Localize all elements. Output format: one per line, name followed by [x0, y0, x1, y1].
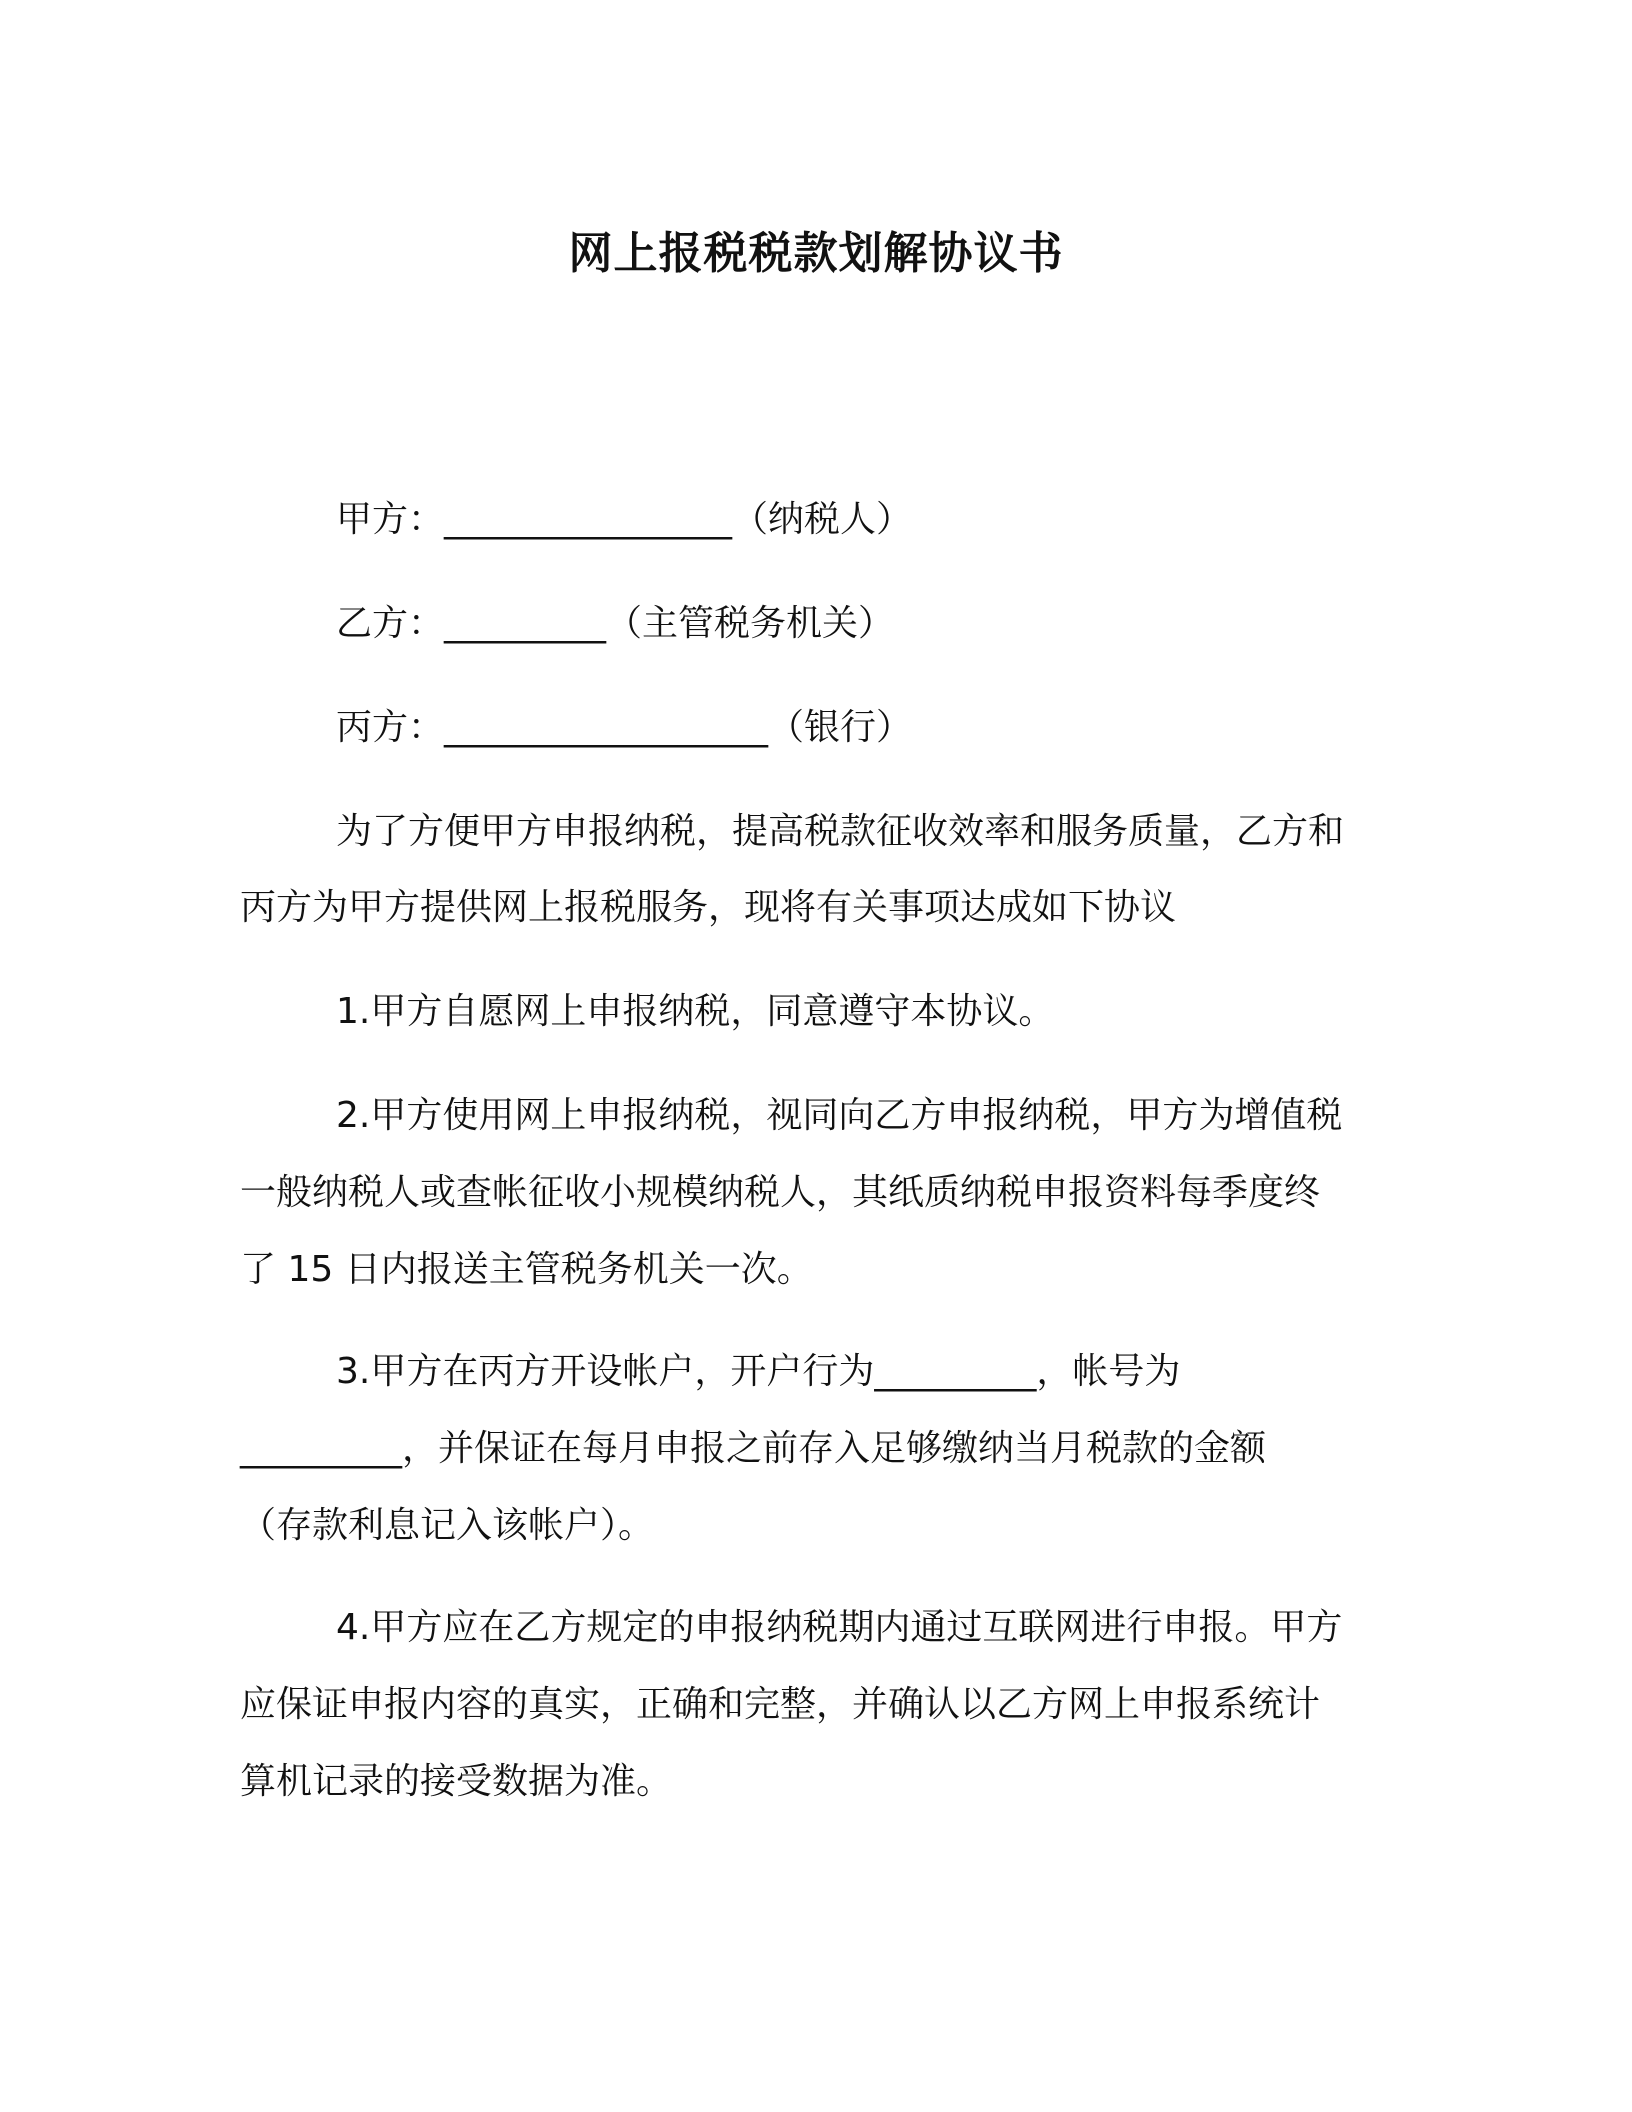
clause-2-paragraph	[240, 1090, 1400, 1296]
party-b-line: 乙方：_________（主管税务机关）	[336, 603, 895, 644]
clause-1-line-1: 1.甲方自愿网上申报纳税，同意遵守本协议。	[336, 991, 1055, 1032]
clause-4-line-3: 算机记录的接受数据为准。	[240, 1761, 673, 1802]
intro-paragraph	[240, 806, 1400, 934]
intro-line-1: 为了方便甲方申报纳税，提高税款征收效率和服务质量，乙方和	[336, 811, 1345, 852]
clause-4-paragraph	[240, 1602, 1400, 1808]
clause-3-line-3: （存款利息记入该帐户）。	[240, 1505, 655, 1546]
intro-line-2: 丙方为甲方提供网上报税服务，现将有关事项达成如下协议	[240, 887, 1177, 928]
clause-2-line-1: 2.甲方使用网上申报纳税，视同向乙方申报纳税，甲方为增值税	[336, 1095, 1343, 1136]
clause-3-line-1: 3.甲方在丙方开设帐户，开户行为_________，帐号为	[336, 1351, 1181, 1392]
clause-3-paragraph	[240, 1346, 1400, 1552]
clause-4-line-2: 应保证申报内容的真实，正确和完整，并确认以乙方网上申报系统计	[240, 1684, 1321, 1725]
clause-2-line-2: 一般纳税人或查帐征收小规模纳税人，其纸质纳税申报资料每季度终	[240, 1172, 1321, 1213]
clause-2-line-3: 了 15 日内报送主管税务机关一次。	[240, 1249, 813, 1290]
document-title: 网上报税税款划解协议书	[568, 228, 1064, 279]
clause-3-line-2: _________，并保证在每月申报之前存入足够缴纳当月税款的金额	[240, 1428, 1267, 1469]
party-a-line: 甲方：________________（纳税人）	[336, 499, 913, 540]
party-c-line: 丙方：__________________（银行）	[336, 707, 913, 748]
clause-1-paragraph	[240, 986, 1400, 1038]
clause-4-line-1: 4.甲方应在乙方规定的申报纳税期内通过互联网进行申报。甲方	[336, 1607, 1343, 1648]
